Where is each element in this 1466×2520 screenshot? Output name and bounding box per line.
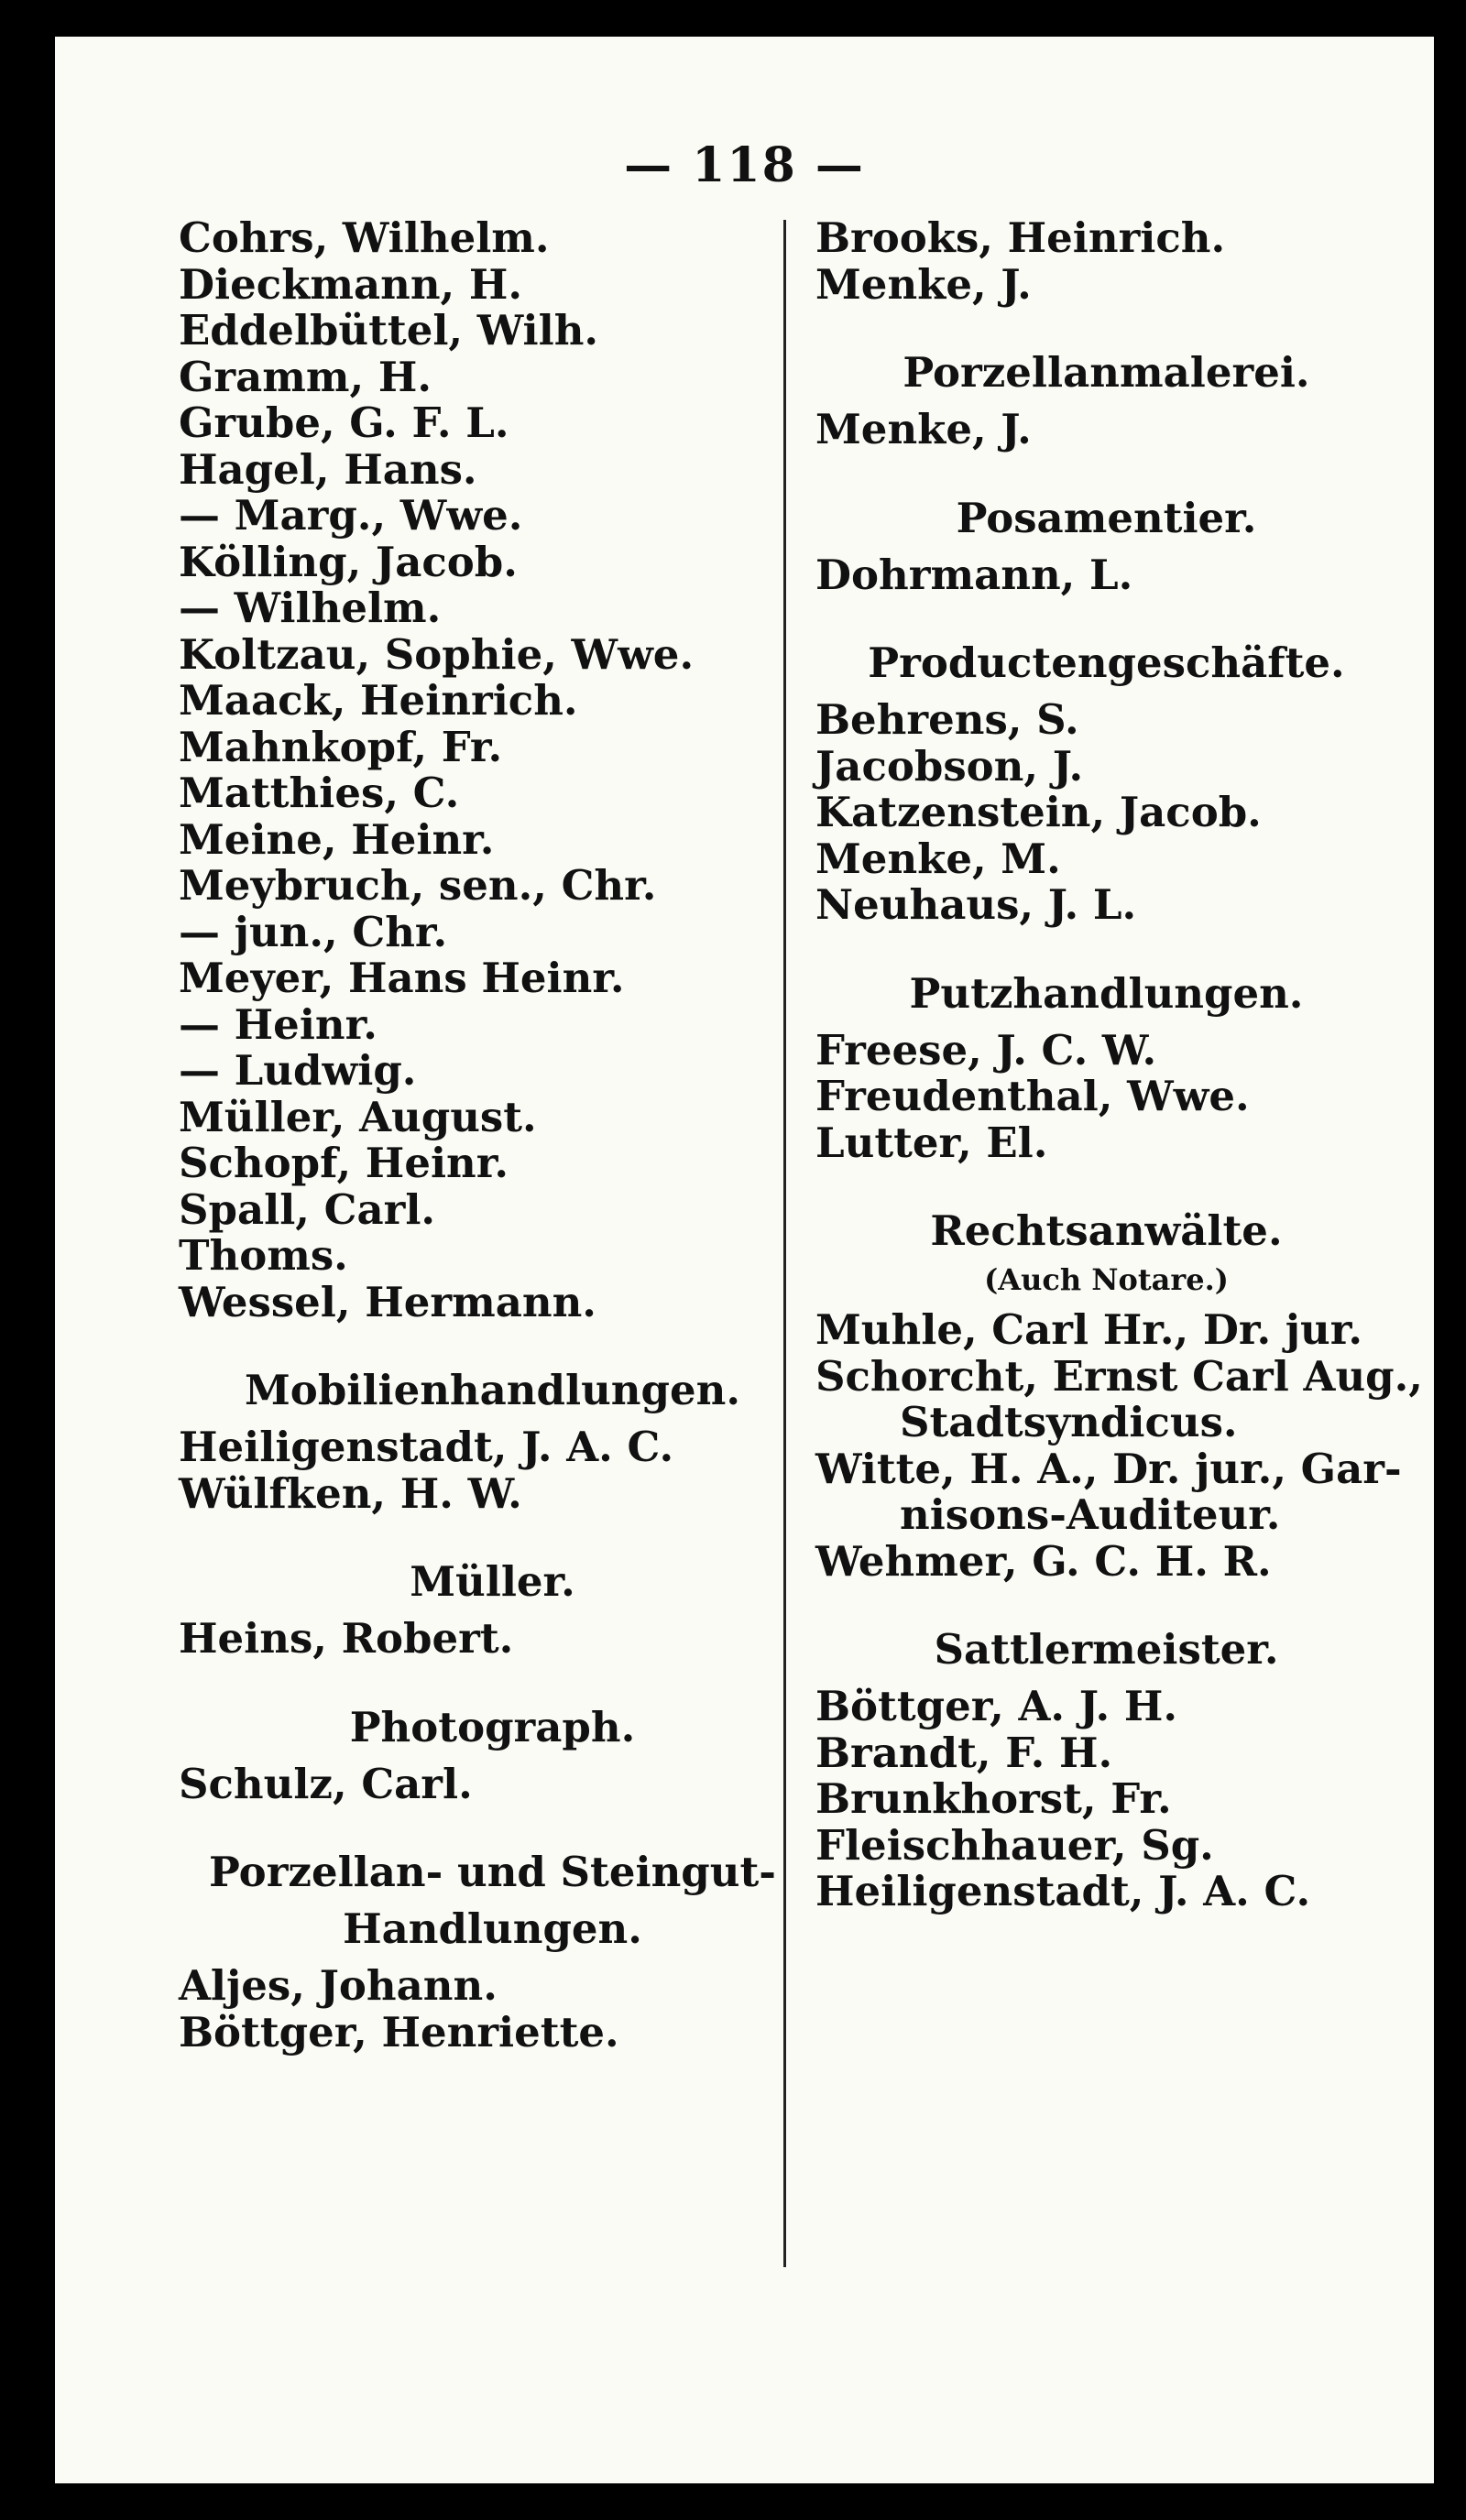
directory-entry: Matthies, C. <box>179 769 460 817</box>
directory-entry: Gramm, H. <box>179 352 432 401</box>
section-heading: Mobilienhandlungen. <box>245 1366 740 1414</box>
directory-entry: Brunkhorst, Fr. <box>815 1774 1172 1823</box>
directory-entry: Kölling, Jacob. <box>179 537 518 586</box>
directory-entry: Dohrmann, L. <box>815 550 1133 599</box>
directory-entry: Meyer, Hans Heinr. <box>179 954 625 1002</box>
directory-entry: Grube, G. F. L. <box>179 398 509 447</box>
directory-entry: Böttger, Henriette. <box>179 2007 619 2056</box>
right-column <box>774 213 1423 1915</box>
page-number: — 118 — <box>624 137 865 193</box>
directory-entry-continuation: nisons-Auditeur. <box>900 1490 1281 1539</box>
directory-entry: Schulz, Carl. <box>179 1759 473 1808</box>
section-heading: Porzellan- und Steingut- <box>209 1848 776 1896</box>
book-page <box>55 37 1434 2483</box>
section-heading: Photograph. <box>349 1702 636 1751</box>
directory-entry: Brandt, F. H. <box>815 1728 1113 1777</box>
directory-entry: Müller, August. <box>179 1092 537 1141</box>
directory-entry: Schorcht, Ernst Carl Aug., <box>815 1351 1423 1401</box>
directory-entry: Cohrs, Wilhelm. <box>179 213 550 262</box>
directory-entry: Heiligenstadt, J. A. C. <box>815 1867 1311 1915</box>
directory-entry: Koltzau, Sophie, Wwe. <box>179 629 695 679</box>
directory-entry: Menke, M. <box>815 834 1061 883</box>
section-heading: Müller. <box>410 1557 575 1606</box>
directory-entry: — Heinr. <box>179 999 377 1049</box>
directory-entry: Meine, Heinr. <box>179 814 495 864</box>
directory-entry: Böttger, A. J. H. <box>815 1682 1178 1730</box>
directory-entry: Menke, J. <box>815 259 1032 309</box>
section-heading: Productengeschäfte. <box>868 638 1345 687</box>
section-heading: Porzellanmalerei. <box>903 348 1310 397</box>
directory-entry: Freese, J. C. W. <box>815 1025 1157 1075</box>
directory-entry: Meybruch, sen., Chr. <box>179 861 657 910</box>
directory-entry: Witte, H. A., Dr. jur., Gar- <box>815 1444 1402 1493</box>
directory-entry: — jun., Chr. <box>179 907 448 956</box>
directory-entry: — Ludwig. <box>179 1046 417 1095</box>
directory-entry: Dieckmann, H. <box>179 259 523 309</box>
section-heading: Putzhandlungen. <box>909 968 1304 1018</box>
directory-entry: Thoms. <box>179 1231 348 1280</box>
directory-entry: Freudenthal, Wwe. <box>815 1072 1250 1120</box>
left-column <box>179 215 806 2056</box>
directory-entry: Menke, J. <box>815 405 1032 453</box>
directory-entry: Heiligenstadt, J. A. C. <box>179 1423 674 1471</box>
directory-entry: Mahnkopf, Fr. <box>179 722 503 771</box>
directory-entry: — Wilhelm. <box>179 584 442 632</box>
directory-entry: Aljes, Johann. <box>179 1961 498 2010</box>
directory-entry: Wülfken, H. W. <box>179 1468 522 1518</box>
section-heading: Handlungen. <box>343 1904 642 1953</box>
right-column-inner <box>774 213 1423 1915</box>
directory-entry: Lutter, El. <box>815 1118 1048 1167</box>
directory-entry: Brooks, Heinrich. <box>815 213 1226 262</box>
section-heading: Sattlermeister. <box>934 1625 1279 1674</box>
directory-entry: Jacobson, J. <box>815 741 1084 791</box>
directory-entry: Hagel, Hans. <box>179 444 477 494</box>
directory-entry: Muhle, Carl Hr., Dr. jur. <box>815 1305 1363 1354</box>
directory-entry: Wehmer, G. C. H. R. <box>815 1536 1272 1586</box>
directory-entry: Schopf, Heinr. <box>179 1139 509 1187</box>
directory-entry: Spall, Carl. <box>179 1184 436 1234</box>
directory-entry: Behrens, S. <box>815 695 1079 744</box>
section-heading: Rechtsanwälte. <box>930 1206 1283 1255</box>
directory-entry: Heins, Robert. <box>179 1614 514 1663</box>
section-subheading: (Auch Notare.) <box>984 1262 1229 1297</box>
directory-entry-continuation: Stadtsyndicus. <box>900 1398 1238 1446</box>
directory-entry: Katzenstein, Jacob. <box>815 788 1262 836</box>
directory-entry: Wessel, Hermann. <box>179 1277 596 1326</box>
directory-entry: — Marg., Wwe. <box>179 491 523 540</box>
directory-entry: Eddelbüttel, Wilh. <box>179 306 599 355</box>
directory-entry: Maack, Heinrich. <box>179 676 578 725</box>
directory-entry: Fleischhauer, Sg. <box>815 1820 1214 1870</box>
directory-entry: Neuhaus, J. L. <box>815 880 1137 929</box>
section-heading: Posamentier. <box>956 493 1257 542</box>
